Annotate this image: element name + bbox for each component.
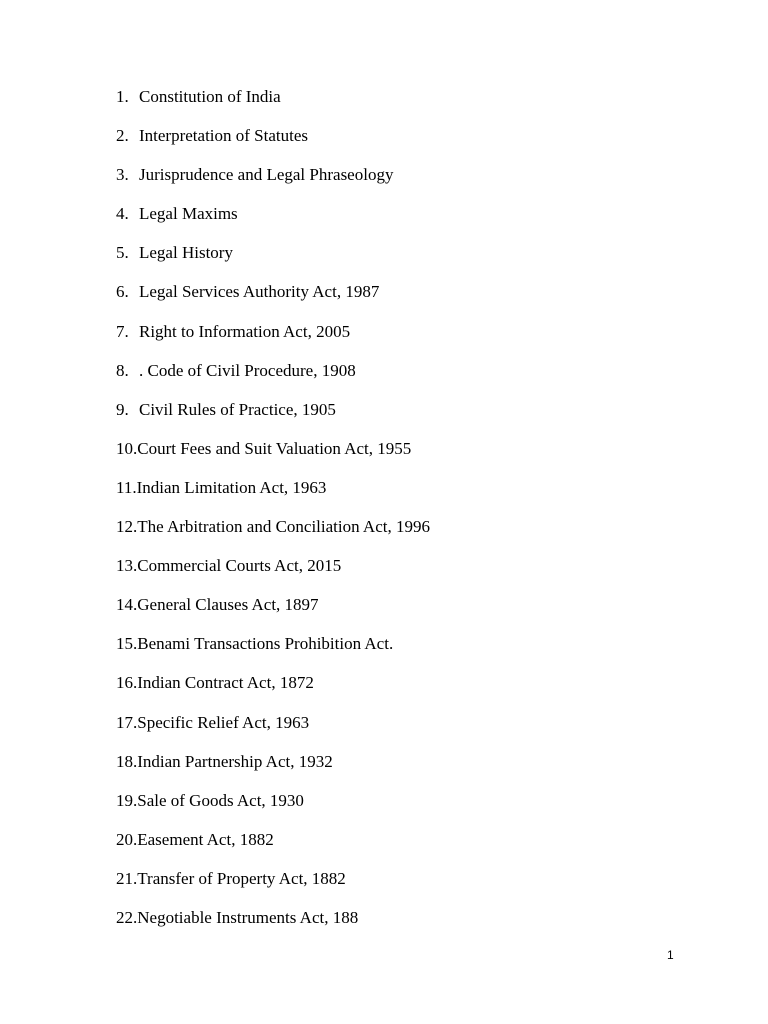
item-number: 17.	[116, 712, 138, 732]
item-number: 6.	[116, 282, 129, 302]
item-number: 1.	[116, 87, 129, 106]
item-number: 21.	[116, 868, 138, 888]
item-number: 22.	[116, 907, 138, 927]
list-item	[116, 672, 430, 711]
item-number: 10.	[116, 438, 138, 458]
item-number: 5.	[116, 243, 129, 263]
list-item	[116, 516, 430, 555]
list-item	[116, 281, 430, 320]
item-text: Easement Act, 1882	[137, 829, 274, 849]
item-text: Constitution of India	[139, 87, 281, 106]
item-number: 15.	[116, 634, 138, 654]
item-text: Legal History	[139, 243, 233, 263]
list-item	[116, 203, 430, 242]
list-item	[116, 438, 430, 477]
item-text: General Clauses Act, 1897	[137, 595, 319, 615]
item-text: Sale of Goods Act, 1930	[137, 790, 304, 810]
item-number: 14.	[116, 595, 138, 615]
item-number: 3.	[116, 165, 129, 185]
item-number: 20.	[116, 829, 138, 849]
list-item	[116, 164, 430, 203]
list-item	[116, 321, 430, 360]
item-text: Indian Partnership Act, 1932	[137, 751, 333, 771]
list-item	[116, 633, 430, 672]
item-text: The Arbitration and Conciliation Act, 1996	[137, 517, 430, 537]
item-text: Negotiable Instruments Act, 188	[137, 907, 359, 927]
item-text: Indian Limitation Act, 1963	[136, 477, 327, 497]
item-text: Legal Services Authority Act, 1987	[139, 282, 380, 302]
item-text: Jurisprudence and Legal Phraseology	[139, 165, 394, 185]
item-number: 2.	[116, 126, 129, 146]
list-item	[116, 868, 430, 907]
list-item	[116, 751, 430, 790]
item-text: Civil Rules of Practice, 1905	[139, 399, 336, 419]
item-text: Court Fees and Suit Valuation Act, 1955	[137, 438, 412, 458]
list-item	[116, 242, 430, 281]
item-number: 13.	[116, 556, 138, 576]
item-number: 11.	[116, 477, 137, 497]
item-number: 8.	[116, 360, 129, 380]
item-number: 7.	[116, 321, 129, 341]
item-text: Commercial Courts Act, 2015	[137, 556, 342, 576]
item-text: Right to Information Act, 2005	[139, 321, 351, 341]
list-item	[116, 477, 430, 516]
list-item	[116, 399, 430, 438]
item-number: 12.	[116, 517, 138, 537]
list-item	[116, 360, 430, 399]
list-item	[116, 555, 430, 594]
list-item	[116, 86, 430, 125]
list-item	[116, 907, 430, 946]
list-item	[116, 790, 430, 829]
item-text: Specific Relief Act, 1963	[137, 712, 310, 732]
item-text: Indian Contract Act, 1872	[137, 673, 314, 693]
item-text: Interpretation of Statutes	[139, 126, 309, 146]
page-number: 1	[667, 948, 674, 962]
list-item	[116, 594, 430, 633]
list-item	[116, 829, 430, 868]
item-text: Legal Maxims	[139, 204, 238, 224]
item-number: 18.	[116, 751, 138, 771]
item-text: Transfer of Property Act, 1882	[137, 868, 346, 888]
item-text: . Code of Civil Procedure, 1908	[139, 360, 356, 380]
item-number: 4.	[116, 204, 129, 224]
item-number: 9.	[116, 399, 129, 419]
item-number: 16.	[116, 673, 138, 693]
list-item	[116, 125, 430, 164]
acts-list	[116, 86, 430, 946]
list-item	[116, 712, 430, 751]
item-number: 19.	[116, 790, 138, 810]
item-text: Benami Transactions Prohibition Act.	[137, 634, 394, 654]
